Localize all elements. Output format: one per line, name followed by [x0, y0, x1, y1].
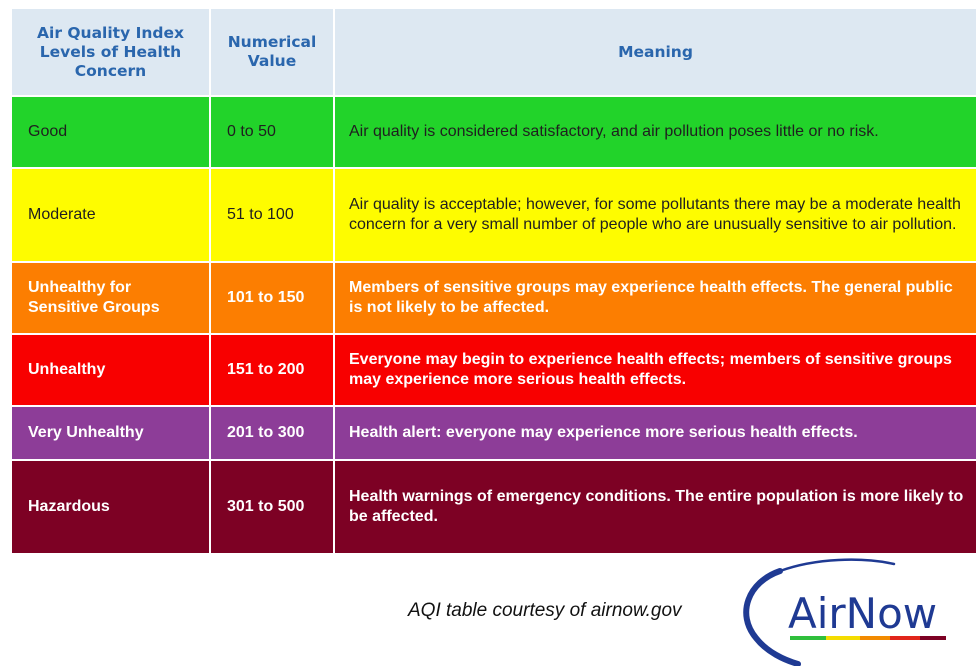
table-row-moderate	[11, 168, 977, 262]
meaning-cell: Air quality is acceptable; however, for some pollutants there may be a moderate health concern for a very small number of people who are unusually sensitive to air pollution.	[334, 168, 977, 262]
table-row-good	[11, 96, 977, 168]
level-cell: Unhealthy for Sensitive Groups	[11, 262, 210, 334]
value-cell: 0 to 50	[210, 96, 334, 168]
level-cell: Very Unhealthy	[11, 406, 210, 460]
meaning-cell: Health alert: everyone may experience more serious health effects.	[334, 406, 977, 460]
courtesy-caption: AQI table courtesy of airnow.gov	[408, 600, 682, 621]
table-row-unhealthy	[11, 334, 977, 406]
level-cell: Moderate	[11, 168, 210, 262]
value-cell: 101 to 150	[210, 262, 334, 334]
value-cell: 301 to 500	[210, 460, 334, 554]
table-row-unhealthy-sensitive	[11, 262, 977, 334]
aqi-table	[10, 7, 978, 555]
meaning-cell: Everyone may begin to experience health effects; members of sensitive groups may experience more serious health effects.	[334, 334, 977, 406]
meaning-cell: Health warnings of emergency conditions. The entire population is more likely to be affected.	[334, 460, 977, 554]
header-meaning: Meaning	[334, 8, 977, 96]
value-cell: 51 to 100	[210, 168, 334, 262]
meaning-cell: Air quality is considered satisfactory, and air pollution poses little or no risk.	[334, 96, 977, 168]
table-row-very-unhealthy	[11, 406, 977, 460]
airnow-logo	[734, 556, 956, 666]
airnow-logo-text: AirNow	[788, 589, 938, 638]
value-cell: 151 to 200	[210, 334, 334, 406]
meaning-cell: Members of sensitive groups may experience health effects. The general public is not likely to be affected.	[334, 262, 977, 334]
level-cell: Hazardous	[11, 460, 210, 554]
table-row-hazardous	[11, 460, 977, 554]
table-header-row	[11, 8, 977, 96]
header-numerical-value: Numerical Value	[210, 8, 334, 96]
level-cell: Good	[11, 96, 210, 168]
level-cell: Unhealthy	[11, 334, 210, 406]
header-health-concern: Air Quality Index Levels of Health Concern	[11, 8, 210, 96]
value-cell: 201 to 300	[210, 406, 334, 460]
